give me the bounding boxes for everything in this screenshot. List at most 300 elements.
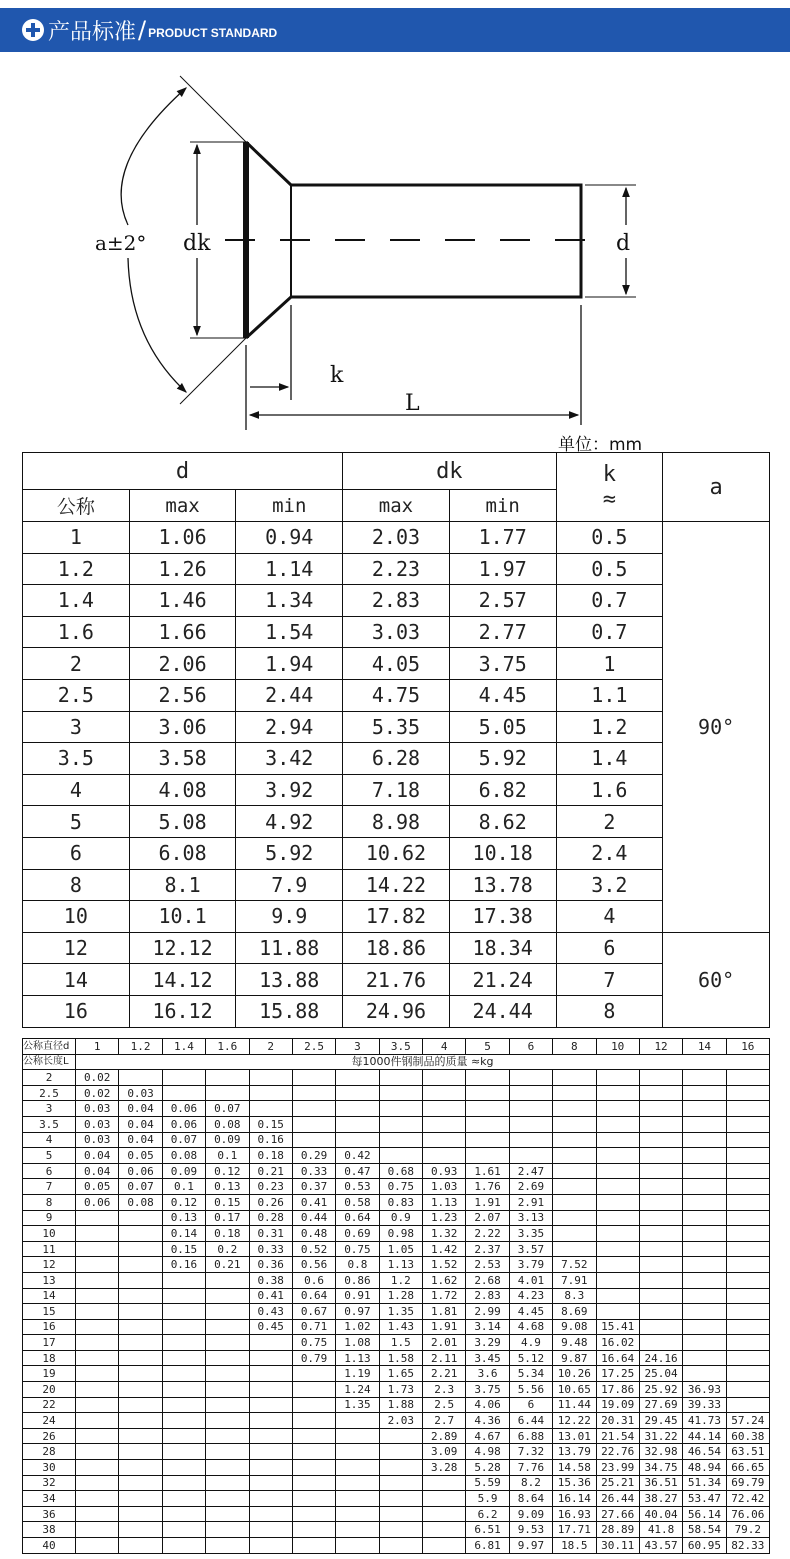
mass-cell [553, 1101, 596, 1117]
mass-cell [596, 1257, 639, 1273]
mass-cell: 25.21 [596, 1475, 639, 1491]
mass-cell [553, 1148, 596, 1164]
table-cell: 2.5 [23, 679, 130, 711]
table-cell: 8 [556, 995, 663, 1027]
mass-cell [596, 1163, 639, 1179]
mass-cell [249, 1444, 292, 1460]
mass-cell [726, 1132, 769, 1148]
mass-cell: 0.58 [336, 1194, 379, 1210]
mass-cell [162, 1085, 205, 1101]
mass-cell: 76.06 [726, 1506, 769, 1522]
mass-cell [379, 1116, 422, 1132]
mass-cell: 0.07 [162, 1132, 205, 1148]
mass-cell [249, 1085, 292, 1101]
mass-cell [119, 1257, 162, 1273]
mass-cell: 27.69 [639, 1397, 682, 1413]
mass-cell: 2.99 [466, 1304, 509, 1320]
diameter-header: 16 [726, 1039, 769, 1055]
mass-cell [639, 1304, 682, 1320]
length-cell: 15 [23, 1304, 76, 1320]
length-cell: 14 [23, 1288, 76, 1304]
table-cell: 7 [556, 964, 663, 996]
table-cell: 3.42 [236, 743, 343, 775]
mass-cell [683, 1366, 726, 1382]
mass-cell: 25.92 [639, 1382, 682, 1398]
table-cell: 8.98 [343, 806, 450, 838]
mass-cell [683, 1179, 726, 1195]
mass-cell: 0.64 [336, 1210, 379, 1226]
mass-cell: 0.04 [119, 1116, 162, 1132]
mass-cell [76, 1288, 119, 1304]
mass-cell [553, 1163, 596, 1179]
mass-cell: 0.15 [206, 1194, 249, 1210]
mass-cell: 0.08 [162, 1148, 205, 1164]
length-cell: 18 [23, 1350, 76, 1366]
mass-cell [249, 1428, 292, 1444]
mass-cell [292, 1132, 335, 1148]
length-cell: 19 [23, 1366, 76, 1382]
mass-cell [596, 1132, 639, 1148]
table-cell: 2.23 [343, 553, 450, 585]
mass-cell: 1.73 [379, 1382, 422, 1398]
mass-cell: 4.01 [509, 1272, 552, 1288]
mass-cell: 13.01 [553, 1428, 596, 1444]
mass-cell [596, 1304, 639, 1320]
mass-cell [639, 1116, 682, 1132]
d-header: 公称直径d [23, 1039, 76, 1055]
header-a: a [663, 453, 770, 522]
mass-cell: 0.53 [336, 1179, 379, 1195]
table-row [23, 1194, 770, 1210]
table-row [23, 679, 770, 711]
length-cell: 12 [23, 1257, 76, 1273]
mass-cell: 5.28 [466, 1460, 509, 1476]
table-cell: 1.4 [556, 743, 663, 775]
mass-cell: 24.16 [639, 1350, 682, 1366]
mass-cell [162, 1491, 205, 1507]
mass-cell [119, 1444, 162, 1460]
mass-cell: 2.53 [466, 1257, 509, 1273]
table-cell: 1 [23, 522, 130, 554]
mass-cell [249, 1506, 292, 1522]
mass-cell: 1.19 [336, 1366, 379, 1382]
table-cell: 0.94 [236, 522, 343, 554]
diameter-header: 12 [639, 1039, 682, 1055]
mass-cell [119, 1241, 162, 1257]
table-cell: 12 [23, 932, 130, 964]
mass-cell [639, 1070, 682, 1086]
mass-cell: 0.33 [249, 1241, 292, 1257]
diameter-header: 1.6 [206, 1039, 249, 1055]
mass-cell [76, 1350, 119, 1366]
table-row [23, 1304, 770, 1320]
mass-cell [119, 1350, 162, 1366]
mass-cell [596, 1148, 639, 1164]
mass-cell [76, 1413, 119, 1429]
mass-cell [162, 1460, 205, 1476]
mass-cell [509, 1132, 552, 1148]
mass-cell: 0.8 [336, 1257, 379, 1273]
mass-cell: 0.21 [249, 1163, 292, 1179]
mass-cell [596, 1241, 639, 1257]
mass-cell: 0.08 [119, 1194, 162, 1210]
mass-cell: 2.21 [423, 1366, 466, 1382]
table-cell: 0.7 [556, 585, 663, 617]
mass-cell [726, 1226, 769, 1242]
table-row [23, 1272, 770, 1288]
mass-cell: 16.14 [553, 1491, 596, 1507]
mass-cell [683, 1070, 726, 1086]
mass-cell: 0.04 [119, 1132, 162, 1148]
mass-cell [76, 1538, 119, 1554]
mass-cell: 0.03 [76, 1101, 119, 1117]
mass-cell: 2.11 [423, 1350, 466, 1366]
L-header: 公称长度L [23, 1054, 76, 1070]
header-dk-max: max [343, 490, 450, 522]
table-row [23, 932, 770, 964]
mass-cell: 0.52 [292, 1241, 335, 1257]
mass-cell: 2.01 [423, 1335, 466, 1351]
mass-cell: 82.33 [726, 1538, 769, 1554]
table-row [23, 1163, 770, 1179]
mass-cell [76, 1444, 119, 1460]
mass-cell [162, 1382, 205, 1398]
length-cell: 26 [23, 1428, 76, 1444]
length-cell: 9 [23, 1210, 76, 1226]
length-cell: 16 [23, 1319, 76, 1335]
mass-cell [292, 1428, 335, 1444]
mass-cell [726, 1101, 769, 1117]
mass-cell [206, 1444, 249, 1460]
mass-cell [206, 1506, 249, 1522]
mass-cell [596, 1070, 639, 1086]
mass-cell [292, 1116, 335, 1132]
mass-cell: 7.32 [509, 1444, 552, 1460]
length-cell: 38 [23, 1522, 76, 1538]
mass-cell: 57.24 [726, 1413, 769, 1429]
header-d-min: min [236, 490, 343, 522]
mass-cell: 3.6 [466, 1366, 509, 1382]
mass-cell [206, 1070, 249, 1086]
mass-cell [683, 1319, 726, 1335]
mass-cell [726, 1148, 769, 1164]
mass-cell: 72.42 [726, 1491, 769, 1507]
mass-cell [206, 1288, 249, 1304]
mass-cell [553, 1116, 596, 1132]
mass-cell: 0.42 [336, 1148, 379, 1164]
mass-cell: 4.36 [466, 1413, 509, 1429]
mass-cell: 0.31 [249, 1226, 292, 1242]
mass-cell [249, 1070, 292, 1086]
mass-cell: 0.43 [249, 1304, 292, 1320]
table-cell: 13.78 [449, 869, 556, 901]
mass-cell: 0.33 [292, 1163, 335, 1179]
header-d-max: max [129, 490, 236, 522]
mass-cell: 7.76 [509, 1460, 552, 1476]
mass-cell: 2.91 [509, 1194, 552, 1210]
mass-cell [76, 1210, 119, 1226]
mass-cell [379, 1428, 422, 1444]
mass-cell: 0.15 [162, 1241, 205, 1257]
mass-cell [292, 1413, 335, 1429]
mass-cell [726, 1210, 769, 1226]
mass-cell: 41.8 [639, 1522, 682, 1538]
length-cell: 40 [23, 1538, 76, 1554]
table-cell: 2.4 [556, 837, 663, 869]
angle-cell: 60° [663, 932, 770, 1027]
table-cell: 1.66 [129, 616, 236, 648]
table-cell: 2.57 [449, 585, 556, 617]
mass-cell [292, 1475, 335, 1491]
mass-cell [466, 1116, 509, 1132]
mass-cell [76, 1366, 119, 1382]
mass-cell: 0.6 [292, 1272, 335, 1288]
table-cell: 2.56 [129, 679, 236, 711]
table-row [23, 1241, 770, 1257]
table-cell: 0.5 [556, 553, 663, 585]
table-row [23, 1335, 770, 1351]
mass-cell: 58.54 [683, 1522, 726, 1538]
mass-cell: 1.58 [379, 1350, 422, 1366]
mass-cell [119, 1538, 162, 1554]
table-row [23, 1116, 770, 1132]
mass-cell: 34.75 [639, 1460, 682, 1476]
table-cell: 16 [23, 995, 130, 1027]
table-cell: 14 [23, 964, 130, 996]
mass-cell: 36.93 [683, 1382, 726, 1398]
mass-cell: 0.45 [249, 1319, 292, 1335]
mass-cell [379, 1444, 422, 1460]
mass-cell: 0.75 [292, 1335, 335, 1351]
length-cell: 5 [23, 1148, 76, 1164]
mass-cell: 2.3 [423, 1382, 466, 1398]
table-cell: 1.14 [236, 553, 343, 585]
mass-cell [162, 1319, 205, 1335]
table-cell: 8.62 [449, 806, 556, 838]
mass-cell: 10.65 [553, 1382, 596, 1398]
table-cell: 5 [23, 806, 130, 838]
diameter-header: 6 [509, 1039, 552, 1055]
table-cell: 16.12 [129, 995, 236, 1027]
mass-cell [639, 1194, 682, 1210]
table-cell: 3.06 [129, 711, 236, 743]
mass-cell [76, 1522, 119, 1538]
table-cell: 5.92 [449, 743, 556, 775]
mass-cell [119, 1304, 162, 1320]
mass-cell [162, 1444, 205, 1460]
mass-cell [726, 1288, 769, 1304]
mass-cell: 13.79 [553, 1444, 596, 1460]
mass-cell: 6.44 [509, 1413, 552, 1429]
mass-cell: 0.48 [292, 1226, 335, 1242]
mass-cell [249, 1522, 292, 1538]
length-cell: 10 [23, 1226, 76, 1242]
mass-cell: 1.61 [466, 1163, 509, 1179]
mass-cell: 8.3 [553, 1288, 596, 1304]
banner-title-en: PRODUCT STANDARD [148, 26, 278, 40]
table-cell: 5.08 [129, 806, 236, 838]
mass-cell: 0.12 [162, 1194, 205, 1210]
mass-cell: 1.5 [379, 1335, 422, 1351]
mass-cell [162, 1350, 205, 1366]
mass-cell: 1.03 [423, 1179, 466, 1195]
mass-cell [292, 1538, 335, 1554]
mass-cell: 16.02 [596, 1335, 639, 1351]
mass-cell: 3.75 [466, 1382, 509, 1398]
table-cell: 3.92 [236, 774, 343, 806]
mass-cell: 1.35 [379, 1304, 422, 1320]
mass-note: 每1000件钢制品的质量 ≈kg [76, 1054, 770, 1070]
table-cell: 1 [556, 648, 663, 680]
mass-cell: 4.06 [466, 1397, 509, 1413]
mass-cell [336, 1101, 379, 1117]
mass-cell: 0.21 [206, 1257, 249, 1273]
mass-cell: 3.79 [509, 1257, 552, 1273]
mass-cell: 20.31 [596, 1413, 639, 1429]
mass-cell [379, 1460, 422, 1476]
mass-cell: 2.5 [423, 1397, 466, 1413]
mass-cell: 0.26 [249, 1194, 292, 1210]
mass-cell: 0.06 [162, 1116, 205, 1132]
length-cell: 30 [23, 1460, 76, 1476]
mass-cell: 32.98 [639, 1444, 682, 1460]
mass-cell [162, 1506, 205, 1522]
table-cell: 4.92 [236, 806, 343, 838]
table-row [23, 1522, 770, 1538]
table-cell: 14.22 [343, 869, 450, 901]
diameter-header: 1.2 [119, 1039, 162, 1055]
mass-cell: 0.68 [379, 1163, 422, 1179]
length-cell: 11 [23, 1241, 76, 1257]
table-cell: 7.18 [343, 774, 450, 806]
mass-cell: 4.67 [466, 1428, 509, 1444]
table-cell: 0.7 [556, 616, 663, 648]
mass-cell: 1.13 [423, 1194, 466, 1210]
table-row [23, 1257, 770, 1273]
mass-cell [162, 1366, 205, 1382]
mass-cell: 0.79 [292, 1350, 335, 1366]
mass-cell: 0.93 [423, 1163, 466, 1179]
length-cell: 32 [23, 1475, 76, 1491]
mass-cell [119, 1475, 162, 1491]
mass-cell: 0.67 [292, 1304, 335, 1320]
table-row [23, 648, 770, 680]
table-cell: 21.24 [449, 964, 556, 996]
mass-cell [76, 1506, 119, 1522]
mass-cell: 9.48 [553, 1335, 596, 1351]
mass-cell: 0.15 [249, 1116, 292, 1132]
L-label: L [405, 391, 420, 416]
mass-cell: 21.54 [596, 1428, 639, 1444]
mass-cell: 12.22 [553, 1413, 596, 1429]
mass-cell: 17.86 [596, 1382, 639, 1398]
mass-cell [206, 1366, 249, 1382]
mass-cell [119, 1226, 162, 1242]
mass-cell [726, 1350, 769, 1366]
mass-cell: 18.5 [553, 1538, 596, 1554]
mass-cell: 30.11 [596, 1538, 639, 1554]
mass-cell: 60.38 [726, 1428, 769, 1444]
length-cell: 20 [23, 1382, 76, 1398]
table-cell: 1.26 [129, 553, 236, 585]
mass-cell: 6.81 [466, 1538, 509, 1554]
mass-cell: 19.09 [596, 1397, 639, 1413]
table-row [23, 1366, 770, 1382]
table-row [23, 901, 770, 933]
mass-cell: 6 [509, 1397, 552, 1413]
mass-cell [423, 1070, 466, 1086]
dk-label: dk [183, 231, 211, 256]
mass-cell [379, 1506, 422, 1522]
mass-cell: 1.91 [423, 1319, 466, 1335]
table-cell: 3.03 [343, 616, 450, 648]
length-cell: 13 [23, 1272, 76, 1288]
mass-cell [336, 1522, 379, 1538]
mass-cell: 9.97 [509, 1538, 552, 1554]
table-cell: 3.5 [23, 743, 130, 775]
mass-cell: 1.13 [336, 1350, 379, 1366]
length-cell: 6 [23, 1163, 76, 1179]
mass-cell [119, 1382, 162, 1398]
mass-cell [639, 1288, 682, 1304]
mass-cell: 8.2 [509, 1475, 552, 1491]
table-cell: 2.03 [343, 522, 450, 554]
mass-cell: 66.65 [726, 1460, 769, 1476]
table-cell: 1.34 [236, 585, 343, 617]
mass-cell [639, 1257, 682, 1273]
mass-cell: 0.05 [76, 1179, 119, 1195]
diameter-header: 5 [466, 1039, 509, 1055]
mass-cell [379, 1085, 422, 1101]
mass-cell: 0.64 [292, 1288, 335, 1304]
mass-cell [336, 1085, 379, 1101]
mass-cell: 60.95 [683, 1538, 726, 1554]
table-cell: 8 [23, 869, 130, 901]
mass-cell: 17.25 [596, 1366, 639, 1382]
mass-cell: 2.89 [423, 1428, 466, 1444]
table-row [23, 806, 770, 838]
header-nominal: 公称 [23, 490, 130, 522]
mass-cell: 39.33 [683, 1397, 726, 1413]
mass-cell: 0.47 [336, 1163, 379, 1179]
table-cell: 1.46 [129, 585, 236, 617]
table-cell: 21.76 [343, 964, 450, 996]
table-row [23, 1288, 770, 1304]
mass-cell [292, 1460, 335, 1476]
mass-cell [249, 1335, 292, 1351]
mass-cell: 41.73 [683, 1413, 726, 1429]
mass-cell: 1.65 [379, 1366, 422, 1382]
mass-cell [119, 1070, 162, 1086]
diameter-header: 2.5 [292, 1039, 335, 1055]
mass-cell: 0.03 [119, 1085, 162, 1101]
mass-cell: 28.89 [596, 1522, 639, 1538]
mass-cell: 15.36 [553, 1475, 596, 1491]
table-cell: 7.9 [236, 869, 343, 901]
mass-cell [466, 1101, 509, 1117]
table-row [23, 1085, 770, 1101]
mass-cell [162, 1428, 205, 1444]
table-row [23, 1070, 770, 1086]
mass-cell [292, 1101, 335, 1117]
mass-cell [423, 1475, 466, 1491]
mass-cell: 3.09 [423, 1444, 466, 1460]
table-row [23, 1506, 770, 1522]
angle-label: a±2° [95, 231, 147, 255]
banner-separator: / [138, 16, 147, 44]
table-cell: 15.88 [236, 995, 343, 1027]
mass-cell [206, 1335, 249, 1351]
